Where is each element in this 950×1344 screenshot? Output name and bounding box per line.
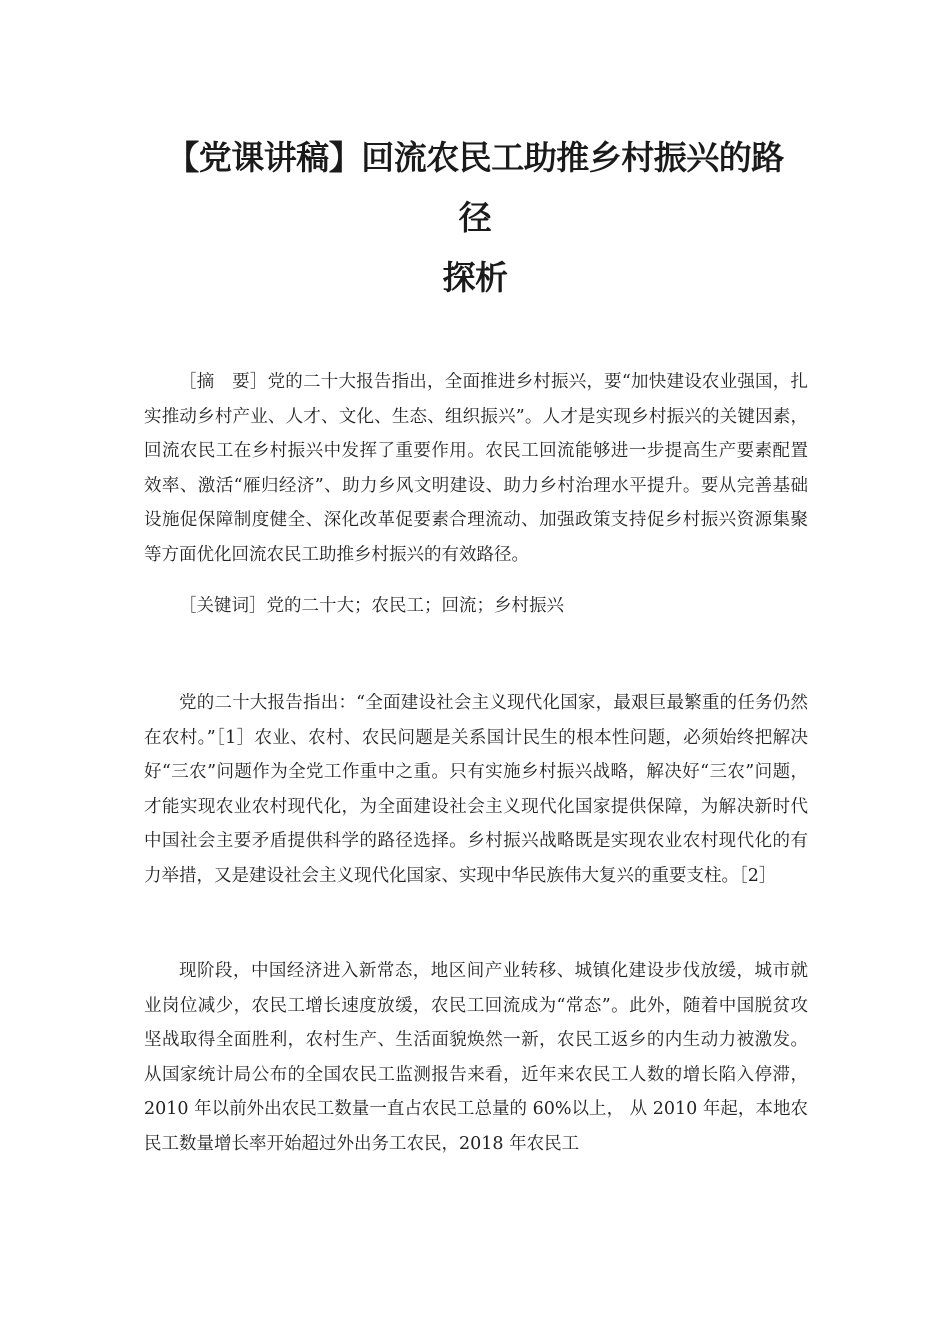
status-paragraph: 现阶段，中国经济进入新常态，地区间产业转移、城镇化建设步伐放缓，城市就业岗位减少，农民工增长速度放缓，农民工回流成为“常态”。此外，随着中国脱贫攻坚战取得全面胜利，农村生产、生活面貌焕然一新，农民工返乡的内生动力被激发。从国家统计局公布的全国农民工监测报告来看，近年来农民工人数的增长陷入停滞，2010 年以前外出农民工数量一直占农民工总量的 60%以上， 从 2010 年起，本地农民工数量增长率开始超过外出务工农民，2018 年农民工 <box>144 961 808 1154</box>
title-line-2: 径 <box>458 198 492 237</box>
title-line-1: 【党课讲稿】回流农民工助推乡村振兴的路 <box>166 138 784 177</box>
title-line-3: 探析 <box>442 258 508 297</box>
abstract-paragraph: ［摘 要］党的二十大报告指出，全面推进乡村振兴，要“加快建设农业强国，扎实推动乡村产业、人才、文化、生态、组织振兴”。人才是实现乡村振兴的关键因素，回流农民工在乡村振兴中发挥了重要作用。农民工回流能够进一步提高生产要素配置效率、激活“雁归经济”、助力乡风文明建设、助力乡村治理水平提升。要从完善基础设施促保障制度健全、深化改革促要素合理流动、加强政策支持促乡村振兴资源集聚等方面优化回流农民工助推乡村振兴的有效路径。 <box>144 372 808 565</box>
intro-paragraph: 党的二十大报告指出：“全面建设社会主义现代化国家，最艰巨最繁重的任务仍然在农村。”［1］农业、农村、农民问题是关系国计民生的根本性问题，必须始终把解决好“三农”问题作为全党工作重中之重。只有实施乡村振兴战略，解决好“三农”问题，才能实现农业农村现代化，为全面建设社会主义现代化国家提供保障，为解决新时代中国社会主要矛盾提供科学的路径选择。乡村振兴战略既是实现农业农村现代化的有力举措，又是建设社会主义现代化国家、实现中华民族伟大复兴的重要支柱。［2］ <box>144 693 808 886</box>
keywords-paragraph: ［关键词］党的二十大；农民工；回流；乡村振兴 <box>179 596 564 616</box>
document-title <box>140 128 810 308</box>
